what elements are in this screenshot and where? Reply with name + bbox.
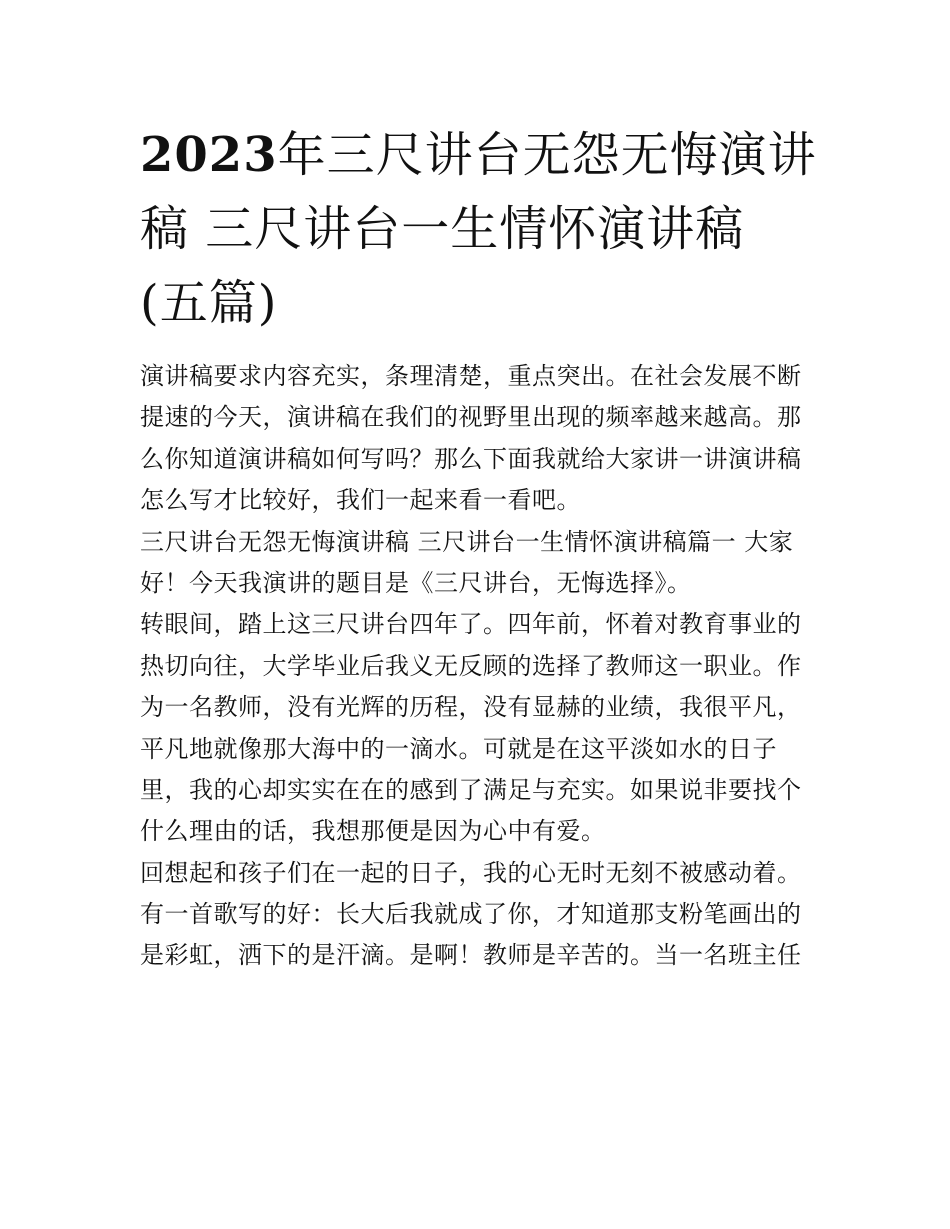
body-line: 是彩虹，洒下的是汗滴。是啊！教师是辛苦的。当一名班主任 bbox=[140, 941, 802, 970]
body-line: 么你知道演讲稿如何写吗？那么下面我就给大家讲一讲演讲稿 bbox=[140, 444, 802, 473]
body-line: 有一首歌写的好：长大后我就成了你，才知道那支粉笔画出的 bbox=[140, 900, 802, 929]
body-line: 里，我的心却实实在在的感到了满足与充实。如果说非要找个 bbox=[140, 775, 802, 804]
document-body bbox=[140, 356, 820, 977]
body-line: 提速的今天，演讲稿在我们的视野里出现的频率越来越高。那 bbox=[140, 403, 802, 432]
title-line-1 bbox=[140, 118, 817, 192]
body-line: 平凡地就像那大海中的一滴水。可就是在这平淡如水的日子 bbox=[140, 734, 777, 763]
document-title bbox=[140, 118, 817, 340]
body-line: 演讲稿要求内容充实，条理清楚，重点突出。在社会发展不断 bbox=[140, 362, 802, 390]
body-line: 怎么写才比较好，我们一起来看一看吧。 bbox=[140, 486, 581, 515]
title-line-3: (五篇) bbox=[140, 275, 278, 331]
title-year: 2023 bbox=[140, 127, 278, 183]
title-line-2: 稿 三尺讲台一生情怀演讲稿 bbox=[140, 201, 745, 257]
body-line: 热切向往，大学毕业后我义无反顾的选择了教师这一职业。作 bbox=[140, 651, 802, 680]
body-line: 好！今天我演讲的题目是《三尺讲台，无悔选择》。 bbox=[140, 568, 692, 597]
body-line: 什么理由的话，我想那便是因为心中有爱。 bbox=[140, 817, 606, 846]
body-line: 回想起和孩子们在一起的日子，我的心无时无刻不被感动着。 bbox=[140, 858, 802, 887]
body-line: 三尺讲台无怨无悔演讲稿 三尺讲台一生情怀演讲稿篇一 大家 bbox=[140, 527, 794, 556]
title-line-1-text: 年三尺讲台无怨无悔演讲 bbox=[277, 127, 817, 183]
body-line: 为一名教师，没有光辉的历程，没有显赫的业绩，我很平凡， bbox=[140, 693, 802, 722]
body-line: 转眼间，踏上这三尺讲台四年了。四年前，怀着对教育事业的 bbox=[140, 610, 802, 639]
